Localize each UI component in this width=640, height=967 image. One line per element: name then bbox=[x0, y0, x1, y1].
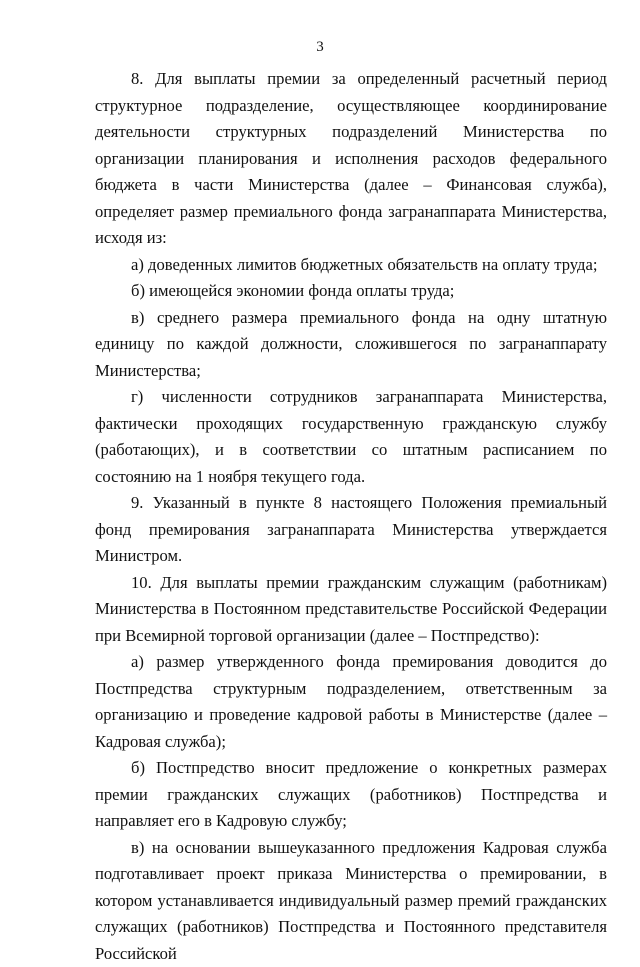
paragraph-8-item-b: б) имеющейся экономии фонда оплаты труда; bbox=[95, 278, 607, 305]
paragraph-10-item-a: а) размер утвержденного фонда премирования доводится до Постпредства структурным подразделением, ответственным за организацию и проведение кадровой работы в Министерстве (далее – Кадровая служба); bbox=[95, 649, 607, 755]
paragraph-8-item-v: в) среднего размера премиального фонда на одну штатную единицу по каждой должности, сложившегося по загранаппарату Министерства; bbox=[95, 305, 607, 385]
document-body bbox=[95, 66, 607, 967]
paragraph-10-intro: 10. Для выплаты премии гражданским служащим (работникам) Министерства в Постоянном представительстве Российской Федерации при Всемирной торговой организации (далее – Постпредство): bbox=[95, 570, 607, 650]
paragraph-10-item-v: в) на основании вышеуказанного предложения Кадровая служба подготавливает проект приказа Министерства о премировании, в котором устанавливается индивидуальный размер премий гражданских служащих (работников) Постпредства и Постоянного представителя Российской bbox=[95, 835, 607, 967]
paragraph-8-intro: 8. Для выплаты премии за определенный расчетный период структурное подразделение, осуществляющее координирование деятельности структурных подразделений Министерства по организации планирования и исполнения расходов федерального бюджета в части Министерства (далее – Финансовая служба), определяет размер премиального фонда загранаппарата Министерства, исходя из: bbox=[95, 66, 607, 252]
page-number: 3 bbox=[0, 38, 640, 56]
paragraph-10-item-b: б) Постпредство вносит предложение о конкретных размерах премии гражданских служащих (работников) Постпредства и направляет его в Кадровую службу; bbox=[95, 755, 607, 835]
paragraph-9: 9. Указанный в пункте 8 настоящего Положения премиальный фонд премирования загранаппарата Министерства утверждается Министром. bbox=[95, 490, 607, 570]
paragraph-8-item-a: а) доведенных лимитов бюджетных обязательств на оплату труда; bbox=[95, 252, 607, 279]
paragraph-8-item-g: г) численности сотрудников загранаппарата Министерства, фактически проходящих государственную гражданскую службу (работающих), и в соответствии со штатным расписанием по состоянию на 1 ноября текущего года. bbox=[95, 384, 607, 490]
